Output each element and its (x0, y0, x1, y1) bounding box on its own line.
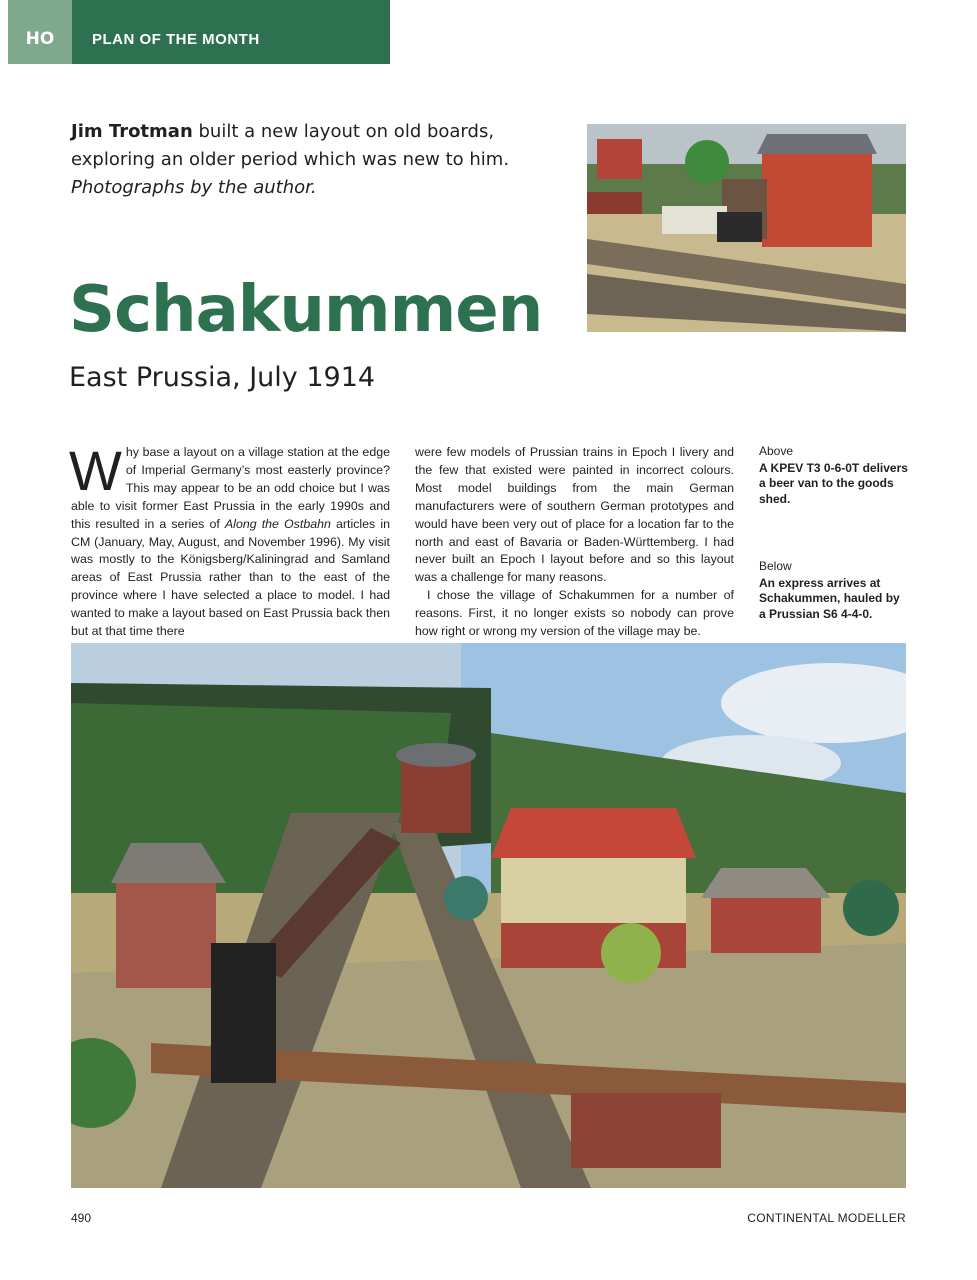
section-title: PLAN OF THE MONTH (72, 0, 390, 64)
article-title: Schakummen (69, 273, 543, 347)
body-column-1 (69, 439, 390, 641)
page-number: 490 (71, 1211, 92, 1225)
scale-tag: HO (8, 0, 72, 64)
article-subtitle: East Prussia, July 1914 (69, 362, 376, 393)
body-column-2 (415, 444, 734, 641)
caption-above (759, 444, 909, 507)
body-paragraph-3: I chose the village of Schakummen for a number of reasons. First, it no longer exists so nobody can prove how right or wrong my version of the village may be. (415, 588, 734, 639)
photo-credit: Photographs by the author. (71, 177, 317, 198)
body-paragraph-1: Why base a layout on a village station at the edge of Imperial Germany’s most easterly province? This may appear to be an odd choice but I was able to visit former East Prussia in the early 1990s and this resulted in a series of Along the Ostbahn articles in CM (January, May, August, and November 1996). My visit was mostly to the Königsberg/Kaliningrad and Samland areas of East Prussia rather than to the east of the province where I have selected a place to model. I had wanted to make a layout based on East Prussia back then but at that time there (69, 439, 390, 639)
intro-author: Jim Trotman (71, 121, 193, 142)
caption-below-label: Below (759, 559, 792, 573)
article-series-title: Along the Ostbahn (224, 516, 331, 531)
section-header (8, 0, 390, 64)
photo-station-goods-shed (587, 124, 906, 332)
intro-standfirst (71, 118, 541, 202)
drop-cap: W (69, 439, 122, 502)
caption-below (759, 559, 909, 622)
caption-below-text: An express arrives at Schakummen, hauled by a Prussian S6 4-4-0. (759, 575, 900, 621)
intro-text: built a new layout on old boards, exploring an older period which was new to him. (71, 121, 510, 170)
body-paragraph-2: were few models of Prussian trains in Epoch I livery and the few that existed were painted in incorrect colours. Most model buildings from the main German manufacturers were of southern German prototypes and would have been very out of place for a location far to the north and east of Bavaria or Baden-Württemberg. I had never built an Epoch I layout before and so this layout was a challenge for many reasons. (415, 445, 734, 585)
caption-above-label: Above (759, 444, 794, 458)
magazine-name: CONTINENTAL MODELLER (747, 1211, 906, 1225)
caption-above-text: A KPEV T3 0-6-0T delivers a beer van to the goods shed. (759, 460, 908, 506)
photo-express-arrival (71, 643, 906, 1188)
